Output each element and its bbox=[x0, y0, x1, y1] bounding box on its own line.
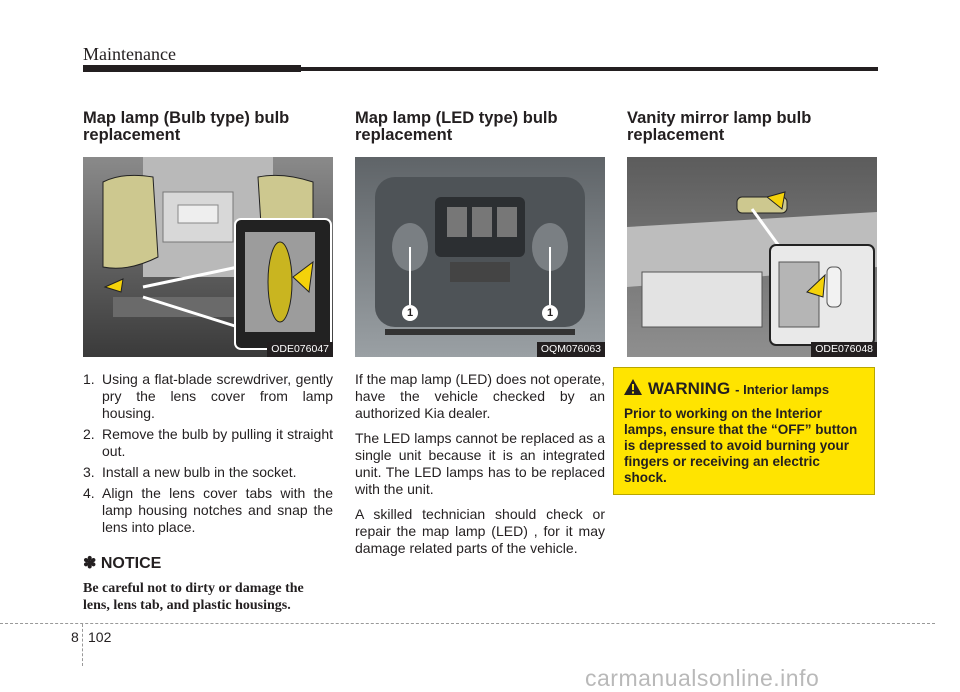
figure-code: ODE076048 bbox=[811, 342, 877, 357]
watermark: carmanualsonline.info bbox=[585, 665, 820, 691]
left-heading: Map lamp (Bulb type) bulb replacement bbox=[83, 109, 290, 144]
footer-divider bbox=[82, 624, 83, 666]
warning-box bbox=[613, 367, 875, 495]
paragraph: If the map lamp (LED) does not operate, have the vehicle checked by an authorized Kia dealer. bbox=[355, 371, 605, 421]
list-item: 2. Remove the bulb by pulling it straight out. bbox=[83, 426, 333, 459]
footer-rule bbox=[0, 623, 935, 624]
warning-header bbox=[623, 378, 874, 400]
page-number: 102 bbox=[88, 629, 112, 645]
list-item: 4. Align the lens cover tabs with the lamp housing notches and snap the lens into place. bbox=[83, 485, 333, 535]
middle-column bbox=[355, 110, 605, 557]
middle-heading: Map lamp (LED type) bulb replacement bbox=[355, 109, 558, 144]
list-item: 1. Using a flat-blade screwdriver, gently pry the lens cover from lamp housing. bbox=[83, 371, 333, 421]
map-lamp-bulb-figure bbox=[83, 157, 333, 357]
vanity-mirror-lamp-figure bbox=[627, 157, 877, 357]
warning-body: Prior to working on the Interior lamps, ensure that the “OFF” button is depressed to avoid burning your fingers or receiving an electric shock. bbox=[624, 406, 858, 485]
paragraph: The LED lamps cannot be replaced as a single unit because it is an integrated unit. The LED lamps has to be replaced with the unit. bbox=[355, 430, 605, 497]
map-lamp-led-figure bbox=[355, 157, 605, 357]
warning-title: WARNING bbox=[648, 379, 731, 398]
notice-body: Be careful not to dirty or damage the lens, lens tab, and plastic housings. bbox=[83, 581, 304, 613]
figure-code: ODE076047 bbox=[267, 342, 333, 357]
list-item: 3. Install a new bulb in the socket. bbox=[83, 464, 297, 480]
right-heading: Vanity mirror lamp bulb replacement bbox=[627, 109, 812, 144]
header-rule bbox=[83, 67, 878, 71]
right-column bbox=[627, 110, 877, 357]
warning-triangle-icon bbox=[623, 378, 643, 401]
callout-right: 1 bbox=[542, 305, 558, 321]
page-header-title: Maintenance bbox=[83, 44, 176, 64]
section-number: 8 bbox=[71, 629, 79, 645]
callout-left: 1 bbox=[402, 305, 418, 321]
figure-code: OQM076063 bbox=[537, 342, 605, 357]
notice-title: ✽ NOTICE bbox=[83, 555, 162, 572]
steps-list bbox=[83, 371, 333, 536]
warning-subtitle: - Interior lamps bbox=[735, 381, 830, 397]
paragraph: A skilled technician should check or repair the map lamp (LED) , for it may damage related parts of the vehicle. bbox=[355, 506, 605, 556]
left-column bbox=[83, 110, 333, 614]
